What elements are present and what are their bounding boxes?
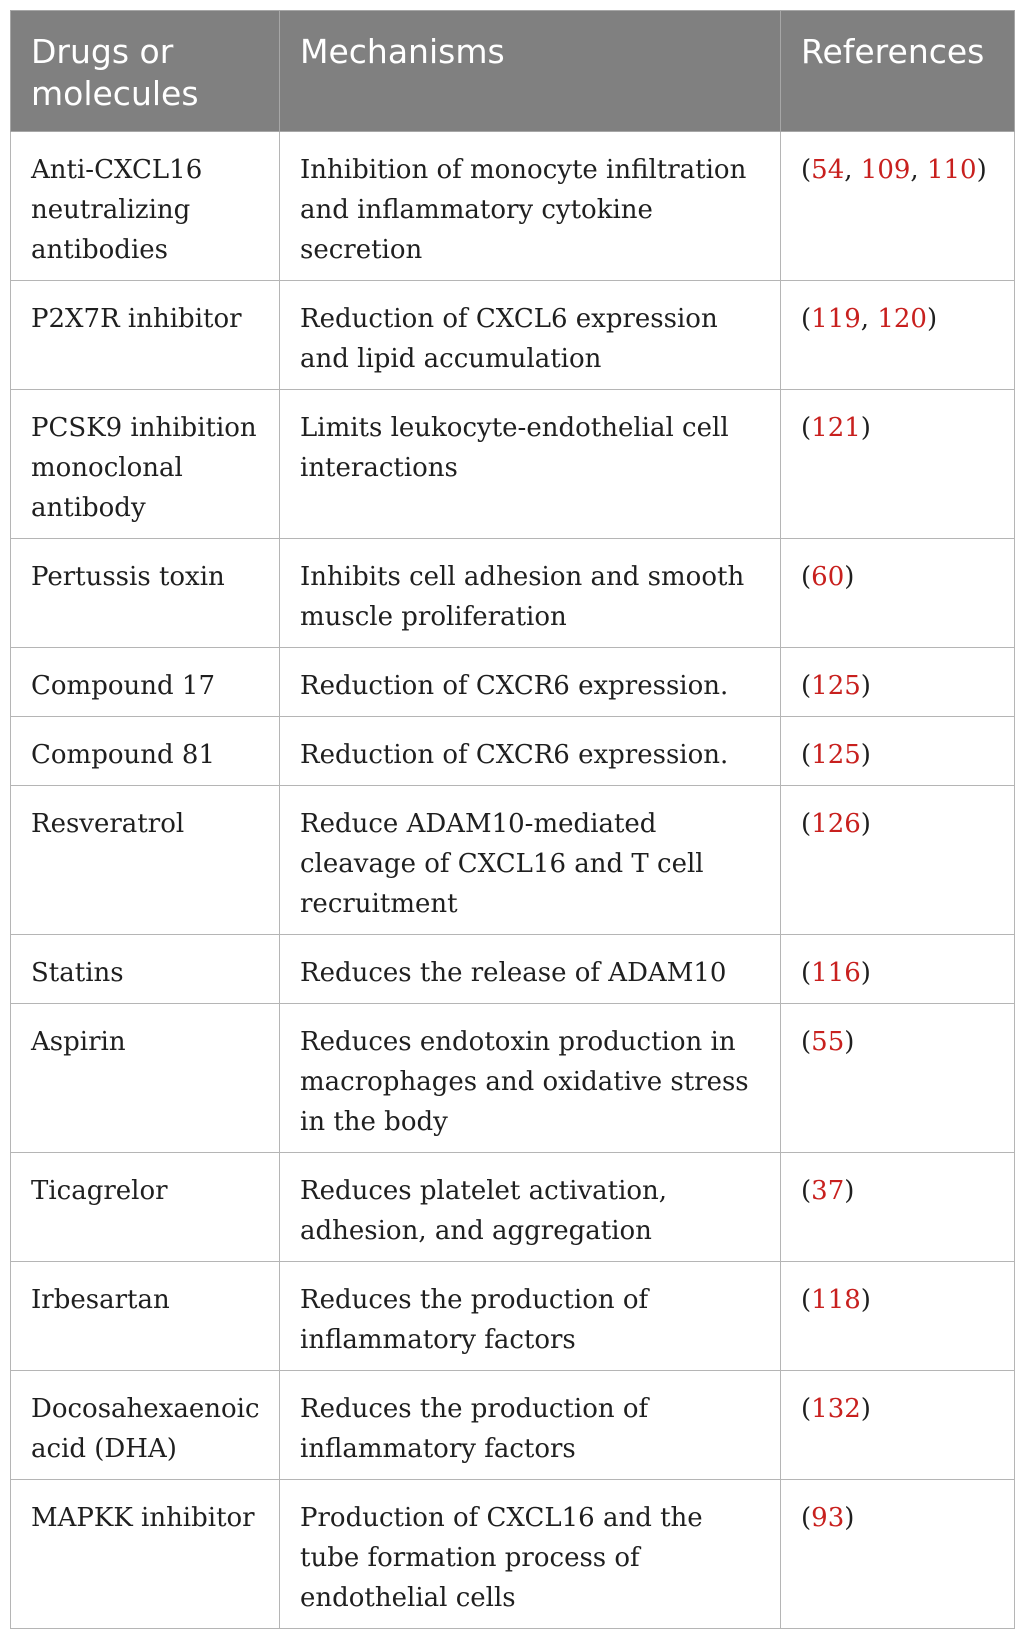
mechanism-cell: Reduce ADAM10-mediated cleavage of CXCL16 and T cell recruitment	[280, 786, 781, 935]
reference-link[interactable]: 120	[877, 304, 927, 334]
reference-link[interactable]: 110	[926, 155, 977, 185]
reference-link[interactable]: 118	[811, 1285, 861, 1315]
mechanism-cell: Reduces the production of inflammatory factors	[280, 1371, 781, 1480]
references-cell: (116)	[781, 935, 1015, 1004]
mechanism-cell: Reduction of CXCL6 expression and lipid accumulation	[280, 281, 781, 390]
reference-link[interactable]: 126	[811, 809, 861, 839]
mechanism-cell: Inhibits cell adhesion and smooth muscle proliferation	[280, 539, 781, 648]
mechanism-cell: Reduces endotoxin production in macrophages and oxidative stress in the body	[280, 1004, 781, 1153]
table-row	[11, 717, 1015, 786]
header-mechanisms: Mechanisms	[280, 11, 781, 132]
table-row	[11, 1371, 1015, 1480]
table-row	[11, 390, 1015, 539]
table-container	[10, 10, 1014, 1629]
mechanism-cell: Production of CXCL16 and the tube formation process of endothelial cells	[280, 1480, 781, 1629]
drug-cell: Compound 17	[11, 648, 280, 717]
references-cell: (121)	[781, 390, 1015, 539]
references-cell: (60)	[781, 539, 1015, 648]
mechanism-cell: Reduction of CXCR6 expression.	[280, 648, 781, 717]
reference-link[interactable]: 109	[860, 155, 911, 185]
drug-cell: MAPKK inhibitor	[11, 1480, 280, 1629]
drug-cell: Resveratrol	[11, 786, 280, 935]
table-row	[11, 1480, 1015, 1629]
table-row	[11, 786, 1015, 935]
mechanism-cell: Reduces the release of ADAM10	[280, 935, 781, 1004]
drug-cell: Statins	[11, 935, 280, 1004]
table-row	[11, 1004, 1015, 1153]
references-cell: (125)	[781, 717, 1015, 786]
references-cell: (93)	[781, 1480, 1015, 1629]
drug-cell: Irbesartan	[11, 1262, 280, 1371]
references-cell: (118)	[781, 1262, 1015, 1371]
drug-cell: PCSK9 inhibition monoclonal antibody	[11, 390, 280, 539]
table-row	[11, 648, 1015, 717]
header-drugs: Drugs or molecules	[11, 11, 280, 132]
reference-link[interactable]: 116	[811, 958, 861, 988]
references-cell: (55)	[781, 1004, 1015, 1153]
mechanism-cell: Inhibition of monocyte infiltration and inflammatory cytokine secretion	[280, 132, 781, 281]
drugs-mechanisms-table	[10, 10, 1015, 1629]
header-references: References	[781, 11, 1015, 132]
reference-link[interactable]: 93	[811, 1503, 845, 1533]
references-cell: (54, 109, 110)	[781, 132, 1015, 281]
references-cell: (37)	[781, 1153, 1015, 1262]
drug-cell: Pertussis toxin	[11, 539, 280, 648]
references-cell: (125)	[781, 648, 1015, 717]
drug-cell: Ticagrelor	[11, 1153, 280, 1262]
table-row	[11, 281, 1015, 390]
table-header-row	[11, 11, 1015, 132]
reference-link[interactable]: 119	[811, 304, 861, 334]
table-row	[11, 132, 1015, 281]
reference-link[interactable]: 54	[811, 155, 845, 185]
drug-cell: Anti-CXCL16 neutralizing antibodies	[11, 132, 280, 281]
table-row	[11, 539, 1015, 648]
reference-link[interactable]: 121	[811, 413, 861, 443]
drug-cell: P2X7R inhibitor	[11, 281, 280, 390]
references-cell: (119, 120)	[781, 281, 1015, 390]
reference-link[interactable]: 125	[811, 740, 861, 770]
reference-link[interactable]: 125	[811, 671, 861, 701]
reference-link[interactable]: 37	[811, 1176, 845, 1206]
mechanism-cell: Reduction of CXCR6 expression.	[280, 717, 781, 786]
drug-cell: Docosahexaenoic acid (DHA)	[11, 1371, 280, 1480]
reference-link[interactable]: 60	[811, 562, 845, 592]
table-row	[11, 1262, 1015, 1371]
table-row	[11, 1153, 1015, 1262]
table-row	[11, 935, 1015, 1004]
references-cell: (132)	[781, 1371, 1015, 1480]
reference-link[interactable]: 132	[811, 1394, 861, 1424]
drug-cell: Aspirin	[11, 1004, 280, 1153]
mechanism-cell: Reduces the production of inflammatory factors	[280, 1262, 781, 1371]
drug-cell: Compound 81	[11, 717, 280, 786]
mechanism-cell: Reduces platelet activation, adhesion, and aggregation	[280, 1153, 781, 1262]
mechanism-cell: Limits leukocyte-endothelial cell interactions	[280, 390, 781, 539]
reference-link[interactable]: 55	[811, 1027, 845, 1057]
references-cell: (126)	[781, 786, 1015, 935]
